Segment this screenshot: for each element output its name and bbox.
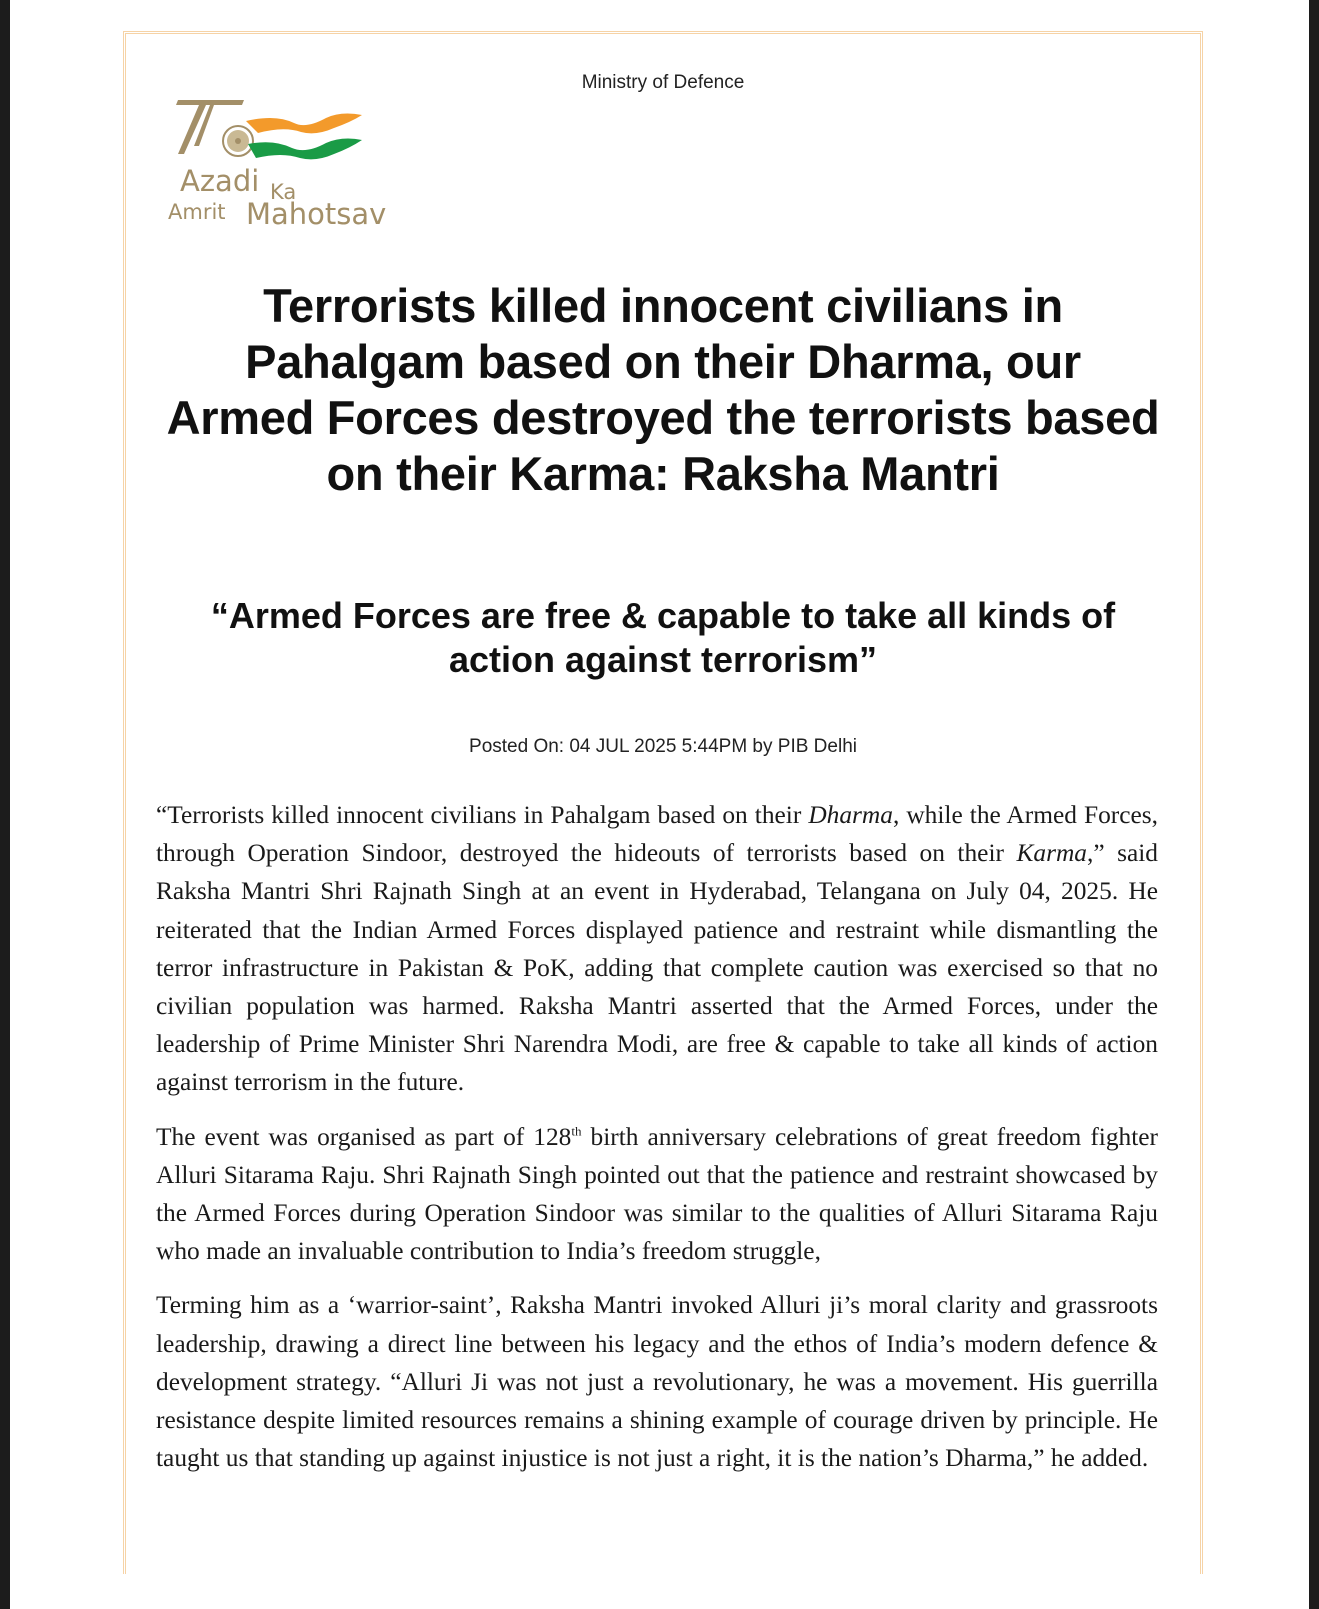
- paragraph-2: The event was organised as part of 128th birth anniversary celebrations of great freedom fighter Alluri Sitarama Raju. Shri Rajnath Singh pointed out that the patience and restraint showcased by the Armed Forces during Operation Sindoor was similar to the qualities of Alluri Sitarama Raju who made an invaluable contribution to India’s freedom struggle,: [156, 1122, 1158, 1266]
- flag-saffron-band: [246, 114, 362, 134]
- article-body: [156, 796, 1158, 1493]
- ashoka-chakra-icon: [223, 126, 253, 156]
- azadi-ka-amrit-mahotsav-logo: [166, 96, 416, 231]
- logo-mahotsav-text: Mahotsav: [246, 197, 387, 231]
- emphasis-dharma: Dharma: [808, 801, 893, 829]
- document-viewer: [10, 0, 1309, 1609]
- logo-azadi-text: Azadi: [180, 164, 260, 198]
- flag-green-band: [248, 139, 362, 160]
- logo-graphic: [166, 96, 416, 231]
- ministry-name: Ministry of Defence: [581, 72, 745, 93]
- page-subtitle: “Armed Forces are free & capable to take all kinds of action against terrorism”: [210, 595, 1116, 680]
- logo-amrit-text: Amrit: [168, 200, 226, 224]
- posted-on-line: Posted On: 04 JUL 2025 5:44PM by PIB Delhi: [469, 736, 857, 757]
- page-title: Terrorists killed innocent civilians in Pahalgam based on their Dharma, our Armed Forces destroyed the terrorists based on their Karma: Raksha Mantri: [166, 279, 1160, 500]
- logo-ka-text: Ka: [270, 180, 297, 204]
- emphasis-karma: Karma: [1016, 839, 1087, 868]
- ordinal-suffix: th: [571, 1123, 582, 1139]
- paragraph-3: Terming him as a ‘warrior-saint’, Raksha Mantri invoked Alluri ji’s moral clarity and grassroots leadership, drawing a direct line between his legacy and the ethos of India’s modern defence & development strategy. “Alluri Ji was not just a revolutionary, he was a movement. His guerrilla resistance despite limited resources remains a shining example of courage driven by principle. He taught us that standing up against injustice is not just a right, it is the nation’s Dharma,” he added.: [156, 1291, 1158, 1473]
- paragraph-1: “Terrorists killed innocent civilians in Pahalgam based on their Dharma, while the Armed Forces, through Operation Sindoor, destroyed the hideouts of terrorists based on their Karma,” said Raksha Mantri Shri Rajnath Singh at an event in Hyderabad, Telangana on July 04, 2025. He reiterated that the Indian Armed Forces displayed patience and restraint while dismantling the terror infrastructure in Pakistan & PoK, adding that complete caution was exercised so that no civilian population was harmed. Raksha Mantri asserted that the Armed Forces, under the leadership of Prime Minister Shri Narendra Modi, are free & capable to take all kinds of action against terrorism in the future.: [156, 801, 1158, 1097]
- press-release-page: [123, 31, 1203, 1574]
